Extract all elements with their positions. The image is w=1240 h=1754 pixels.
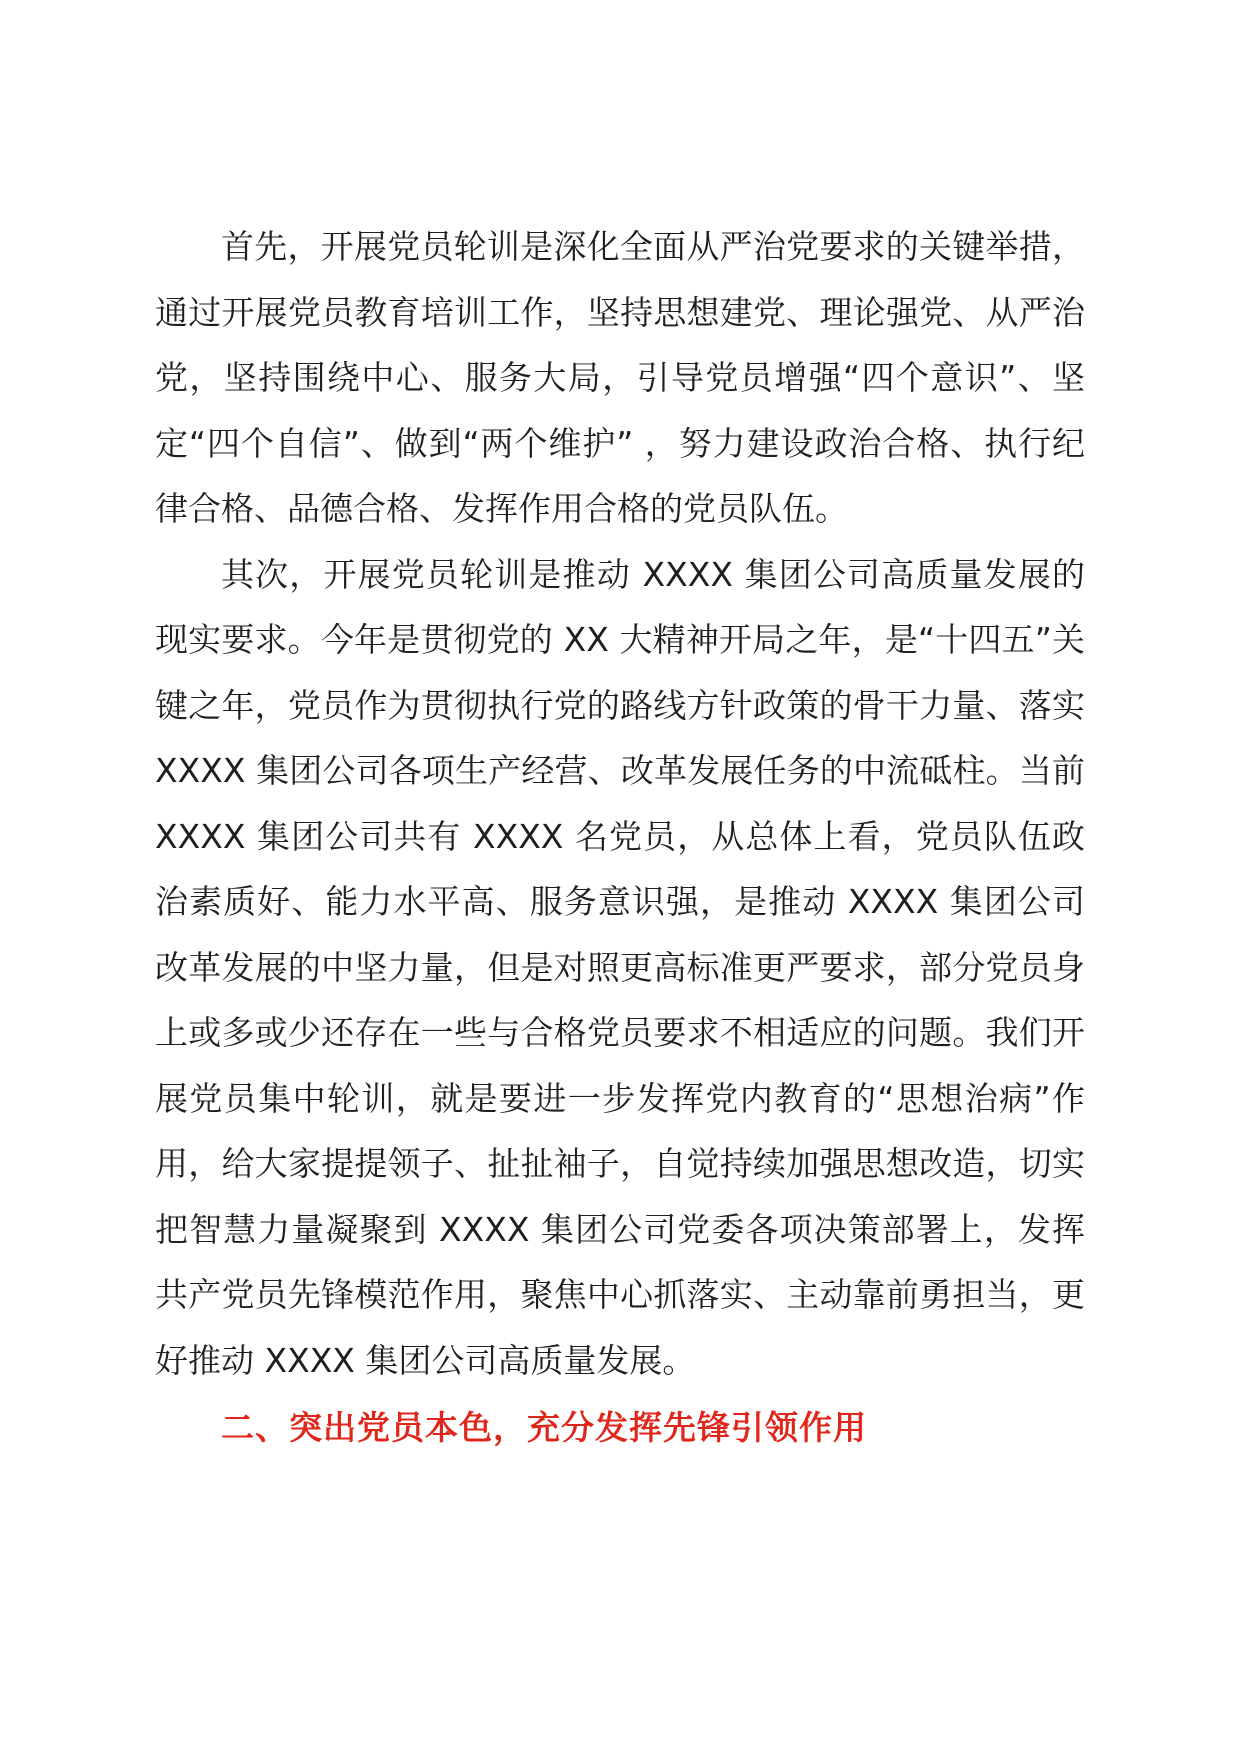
paragraph-second: 其次，开展党员轮训是推动 XXXX 集团公司高质量发展的现实要求。今年是贯彻党的 XX 大精神开局之年，是“十四五”关键之年，党员作为贯彻执行党的路线方针政策的骨干力量、落实 XXXX 集团公司各项生产经营、改革发展任务的中流砥柱。当前 XXXX 集团公司共有 XXXX 名党员，从总体上看，党员队伍政治素质好、能力水平高、服务意识强，是推动 XXXX 集团公司改革发展的中坚力量，但是对照更高标准更严要求，部分党员身上或多或少还存在一些与合格党员要求不相适应的问题。我们开展党员集中轮训，就是要进一步发挥党内教育的“思想治病”作用，给大家提提领子、扯扯袖子，自觉持续加强思想改造，切实把智慧力量凝聚到 XXXX 集团公司党委各项决策部署上，发挥共产党员先锋模范作用，聚焦中心抓落实、主动靠前勇担当，更好推动 XXXX 集团公司高质量发展。 [155, 554, 1085, 1380]
document-body [155, 214, 1085, 1461]
paragraph-first: 首先，开展党员轮训是深化全面从严治党要求的关键举措，通过开展党员教育培训工作，坚持思想建党、理论强党、从严治党，坚持围绕中心、服务大局，引导党员增强“四个意识”、坚定“四个自信”、做到“两个维护” ，努力建设政治合格、执行纪律合格、品德合格、发挥作用合格的党员队伍。 [155, 227, 1085, 528]
section-heading: 二、突出党员本色，充分发挥先锋引领作用 [221, 1408, 867, 1447]
